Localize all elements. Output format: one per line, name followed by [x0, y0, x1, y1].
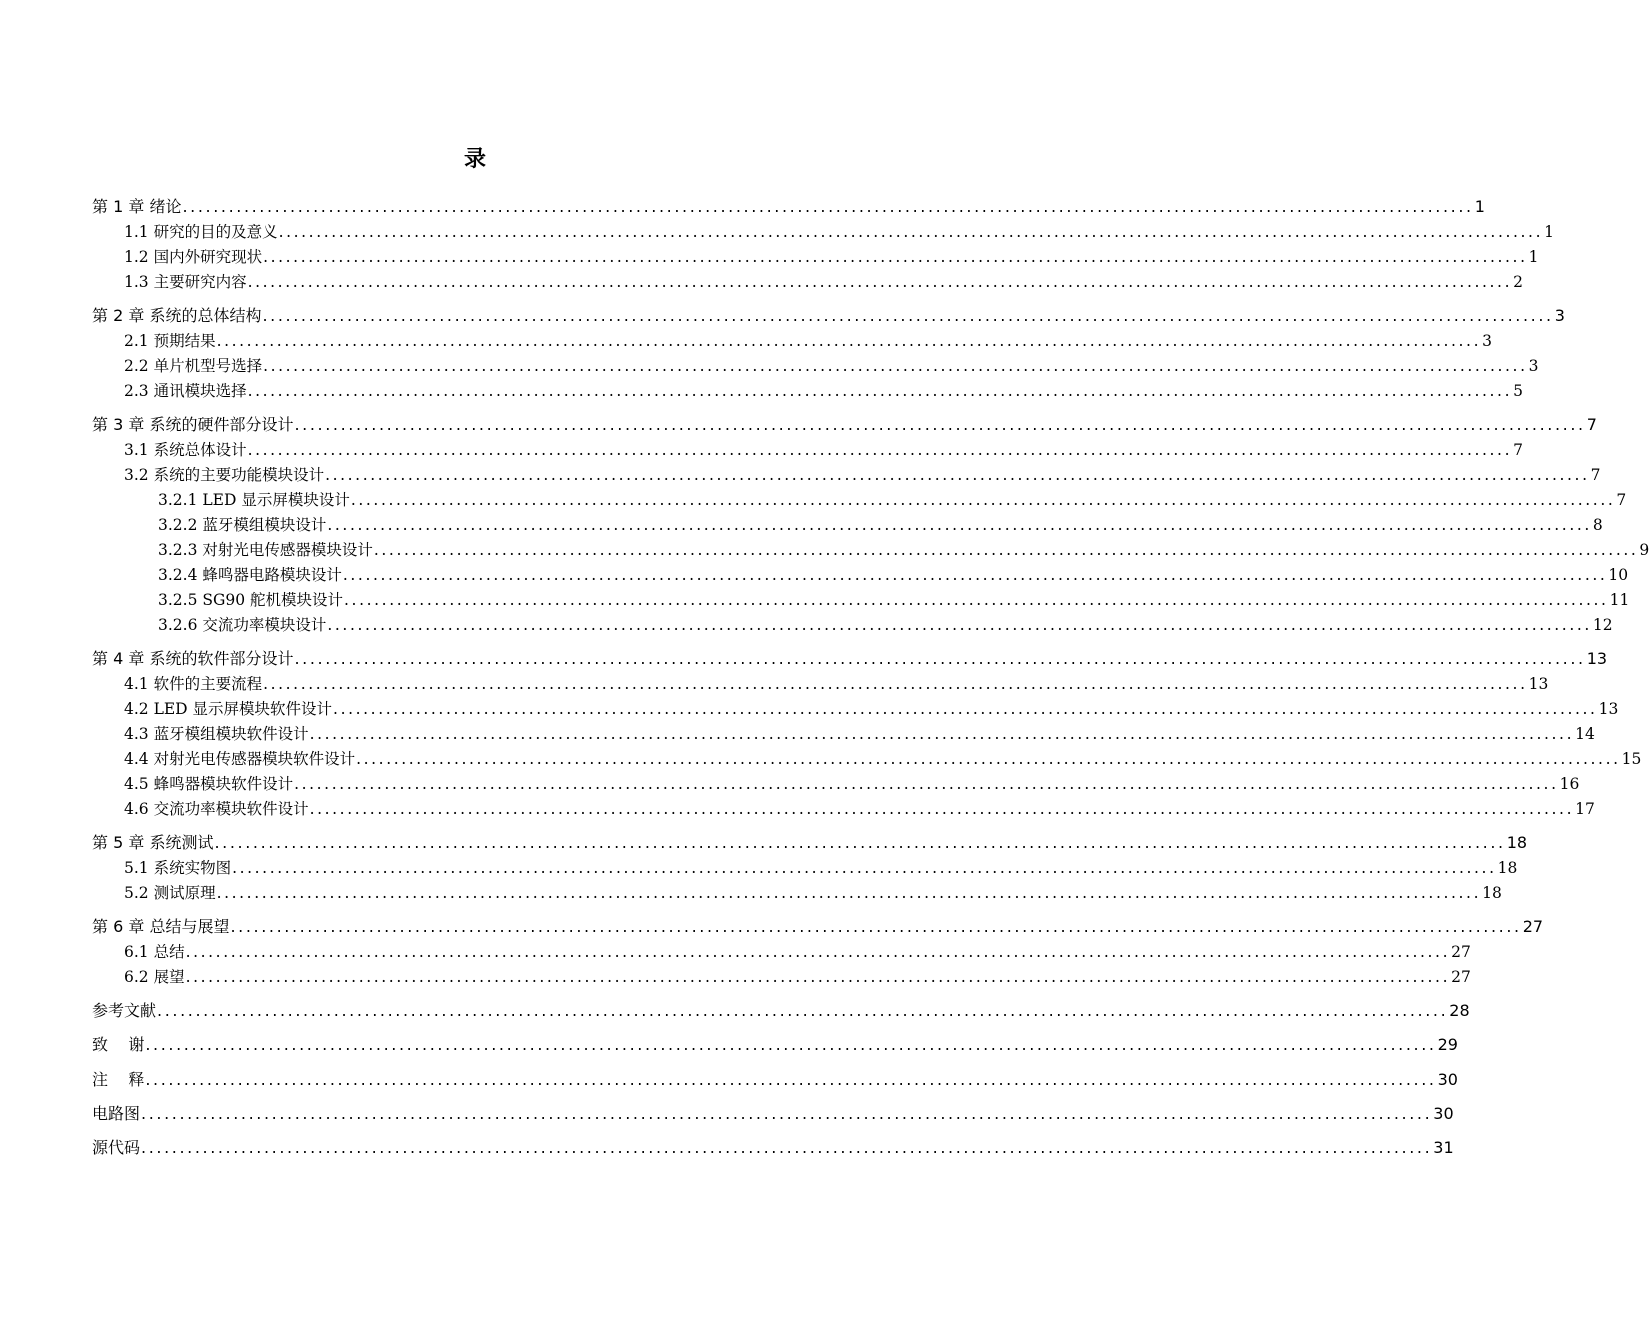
- toc-page-number: 7: [1590, 466, 1601, 484]
- toc-page-number: 18: [1497, 859, 1518, 877]
- toc-page-number: 18: [1506, 833, 1528, 852]
- toc-entry[interactable]: [92, 914, 1544, 937]
- dot-leader: ........................................................................................................................................................................: [216, 332, 1482, 350]
- dot-leader: ........................................................................................................................................................................: [182, 197, 1474, 216]
- dot-leader: ........................................................................................................................................................................: [262, 306, 1554, 325]
- toc-entry-label: 3.2.5 SG90 舵机模块设计: [158, 591, 344, 609]
- dot-leader: ........................................................................................................................................................................: [356, 750, 1621, 768]
- dot-leader: ........................................................................................................................................................................: [278, 223, 1544, 241]
- toc-page-number: 27: [1451, 968, 1471, 986]
- dot-leader: ........................................................................................................................................................................: [141, 1138, 1433, 1157]
- toc-entry-label: 第 1 章 绪论: [92, 197, 182, 216]
- toc-entry-label: 2.2 单片机型号选择: [124, 357, 263, 375]
- toc-page-number: 11: [1609, 591, 1630, 609]
- toc-entry[interactable]: [92, 1032, 1458, 1055]
- toc-page-number: 12: [1592, 616, 1613, 634]
- toc-entry[interactable]: [158, 488, 1627, 510]
- toc-entry-label: 第 4 章 系统的软件部分设计: [92, 649, 294, 668]
- toc-page-number: 7: [1586, 415, 1597, 434]
- toc-page-number: 30: [1433, 1104, 1454, 1123]
- toc-page-number: 29: [1437, 1035, 1458, 1054]
- toc-entry[interactable]: [124, 270, 1523, 292]
- toc-entry[interactable]: [124, 772, 1580, 794]
- toc-entry-label: 3.2.4 蜂鸣器电路模块设计: [158, 566, 342, 584]
- toc-entry[interactable]: [158, 588, 1630, 610]
- toc-entry-label: 3.2.3 对射光电传感器模块设计: [158, 541, 373, 559]
- dot-leader: ........................................................................................................................................................................: [230, 917, 1522, 936]
- toc-entry[interactable]: [124, 747, 1642, 769]
- dot-leader: ........................................................................................................................................................................: [327, 516, 1592, 534]
- toc-entry-label: 4.1 软件的主要流程: [124, 675, 263, 693]
- dot-leader: ........................................................................................................................................................................: [247, 382, 1513, 400]
- toc-entry[interactable]: [92, 1101, 1454, 1124]
- toc-entry-label: 4.3 蓝牙模组模块软件设计: [124, 725, 309, 743]
- toc-entry-label: 参考文献: [92, 1001, 157, 1020]
- toc-entry[interactable]: [124, 722, 1595, 744]
- toc-entry[interactable]: [92, 412, 1597, 435]
- dot-leader: ........................................................................................................................................................................: [325, 466, 1590, 484]
- toc-entry-label: 1.2 国内外研究现状: [124, 248, 263, 266]
- toc-page-number: 31: [1433, 1138, 1454, 1157]
- toc-page-number: 13: [1528, 675, 1549, 693]
- dot-leader: ........................................................................................................................................................................: [333, 700, 1598, 718]
- toc-entry[interactable]: [92, 1067, 1458, 1090]
- toc-page-number: 9: [1639, 541, 1649, 559]
- toc-page-number: 27: [1451, 943, 1471, 961]
- toc-page-number: 27: [1522, 917, 1544, 936]
- toc-page-number: 14: [1575, 725, 1595, 743]
- toc-entry[interactable]: [92, 1135, 1454, 1158]
- toc-entry-label: 4.4 对射光电传感器模块软件设计: [124, 750, 356, 768]
- dot-leader: ........................................................................................................................................................................: [263, 357, 1528, 375]
- toc-entry[interactable]: [158, 513, 1603, 535]
- toc-page-number: 16: [1559, 775, 1580, 793]
- toc-page-number: 1: [1544, 223, 1554, 241]
- toc-entry-label: 第 5 章 系统测试: [92, 833, 214, 852]
- toc-page-number: 7: [1616, 491, 1627, 509]
- dot-leader: ........................................................................................................................................................................: [344, 591, 1609, 609]
- toc-entry[interactable]: [124, 220, 1554, 242]
- toc-page-number: 15: [1621, 750, 1642, 768]
- toc-entry-label: 2.1 预期结果: [124, 332, 216, 350]
- dot-leader: ........................................................................................................................................................................: [157, 1001, 1449, 1020]
- toc-entry-label: 第 3 章 系统的硬件部分设计: [92, 415, 294, 434]
- toc-page-number: 3: [1482, 332, 1492, 350]
- toc-entry-label: 第 6 章 总结与展望: [92, 917, 230, 936]
- dot-leader: ........................................................................................................................................................................: [185, 968, 1451, 986]
- dot-leader: ........................................................................................................................................................................: [214, 833, 1506, 852]
- dot-leader: ........................................................................................................................................................................: [216, 884, 1482, 902]
- dot-leader: ........................................................................................................................................................................: [263, 675, 1528, 693]
- page-title: 录: [463, 147, 486, 172]
- dot-leader: ........................................................................................................................................................................: [350, 491, 1616, 509]
- toc-entry-label: 1.3 主要研究内容: [124, 273, 247, 291]
- toc-entry[interactable]: [124, 438, 1523, 460]
- toc-entry[interactable]: [124, 856, 1518, 878]
- toc-entry-label: 3.2.1 LED 显示屏模块设计: [158, 491, 350, 509]
- toc-entry[interactable]: [158, 563, 1629, 585]
- dot-leader: ........................................................................................................................................................................: [185, 943, 1451, 961]
- toc-page-number: 17: [1575, 800, 1595, 818]
- toc-entry-label: 4.2 LED 显示屏模块软件设计: [124, 700, 333, 718]
- toc-entry[interactable]: [124, 797, 1595, 819]
- toc-page-number: 13: [1586, 649, 1608, 668]
- toc-entry-label: 6.2 展望: [124, 968, 185, 986]
- toc-entry[interactable]: [92, 646, 1608, 669]
- toc-page-number: 2: [1513, 273, 1523, 291]
- toc-page-number: 8: [1592, 516, 1603, 534]
- toc-entry-label: 2.3 通讯模块选择: [124, 382, 247, 400]
- toc-page-number: 3: [1554, 306, 1565, 325]
- toc-entry[interactable]: [92, 194, 1485, 217]
- toc-entry-label: 源代码: [92, 1138, 141, 1157]
- toc-entry-label: 电路图: [92, 1104, 141, 1123]
- dot-leader: ........................................................................................................................................................................: [309, 800, 1575, 818]
- dot-leader: ........................................................................................................................................................................: [373, 541, 1639, 559]
- toc-entry[interactable]: [124, 245, 1539, 267]
- toc-entry-label: 3.2 系统的主要功能模块设计: [124, 466, 325, 484]
- toc-entry-label: 3.2.2 蓝牙模组模块设计: [158, 516, 327, 534]
- dot-leader: ........................................................................................................................................................................: [247, 441, 1513, 459]
- toc-entry-label: 4.5 蜂鸣器模块软件设计: [124, 775, 294, 793]
- toc-entry[interactable]: [124, 697, 1619, 719]
- toc-page-number: 1: [1474, 197, 1485, 216]
- toc-entry[interactable]: [124, 940, 1471, 962]
- toc-entry[interactable]: [92, 998, 1470, 1021]
- toc-entry-label: 5.2 测试原理: [124, 884, 216, 902]
- dot-leader: ........................................................................................................................................................................: [327, 616, 1592, 634]
- dot-leader: ........................................................................................................................................................................: [309, 725, 1575, 743]
- toc-entry[interactable]: [124, 354, 1539, 376]
- dot-leader: ........................................................................................................................................................................: [263, 248, 1528, 266]
- toc-entry-label: 1.1 研究的目的及意义: [124, 223, 278, 241]
- toc-entry[interactable]: [124, 379, 1523, 401]
- toc-entry-label: 致 谢: [92, 1035, 145, 1054]
- toc-page-number: 3: [1528, 357, 1539, 375]
- toc-entry[interactable]: [124, 329, 1492, 351]
- toc-entry-label: 6.1 总结: [124, 943, 185, 961]
- toc-entry[interactable]: [92, 303, 1565, 326]
- toc-page-number: 5: [1513, 382, 1523, 400]
- dot-leader: ........................................................................................................................................................................: [294, 415, 1586, 434]
- toc-page-number: 30: [1437, 1070, 1458, 1089]
- toc-entry-label: 3.2.6 交流功率模块设计: [158, 616, 327, 634]
- toc-entry[interactable]: [124, 672, 1549, 694]
- toc-entry[interactable]: [92, 830, 1528, 853]
- toc-entry-label: 3.1 系统总体设计: [124, 441, 247, 459]
- toc-entry[interactable]: [124, 463, 1601, 485]
- toc-entry[interactable]: [124, 881, 1502, 903]
- toc-page-number: 1: [1528, 248, 1539, 266]
- toc-page-number: 28: [1449, 1001, 1470, 1020]
- toc-page-number: 13: [1598, 700, 1619, 718]
- dot-leader: ........................................................................................................................................................................: [145, 1035, 1437, 1054]
- dot-leader: ........................................................................................................................................................................: [145, 1070, 1437, 1089]
- toc-page-number: 10: [1608, 566, 1629, 584]
- dot-leader: ........................................................................................................................................................................: [294, 775, 1559, 793]
- toc-entry-label: 第 2 章 系统的总体结构: [92, 306, 262, 325]
- toc-entry[interactable]: [158, 538, 1649, 560]
- dot-leader: ........................................................................................................................................................................: [247, 273, 1513, 291]
- toc-entry-label: 4.6 交流功率模块软件设计: [124, 800, 309, 818]
- dot-leader: ........................................................................................................................................................................: [232, 859, 1497, 877]
- dot-leader: ........................................................................................................................................................................: [294, 649, 1586, 668]
- toc-entry-label: 5.1 系统实物图: [124, 859, 232, 877]
- toc-entry[interactable]: [158, 613, 1613, 635]
- dot-leader: ........................................................................................................................................................................: [141, 1104, 1433, 1123]
- toc-entry-label: 注 释: [92, 1070, 145, 1089]
- toc-page-number: 7: [1513, 441, 1523, 459]
- toc-page-number: 18: [1482, 884, 1502, 902]
- dot-leader: ........................................................................................................................................................................: [342, 566, 1608, 584]
- toc-entry[interactable]: [124, 965, 1471, 987]
